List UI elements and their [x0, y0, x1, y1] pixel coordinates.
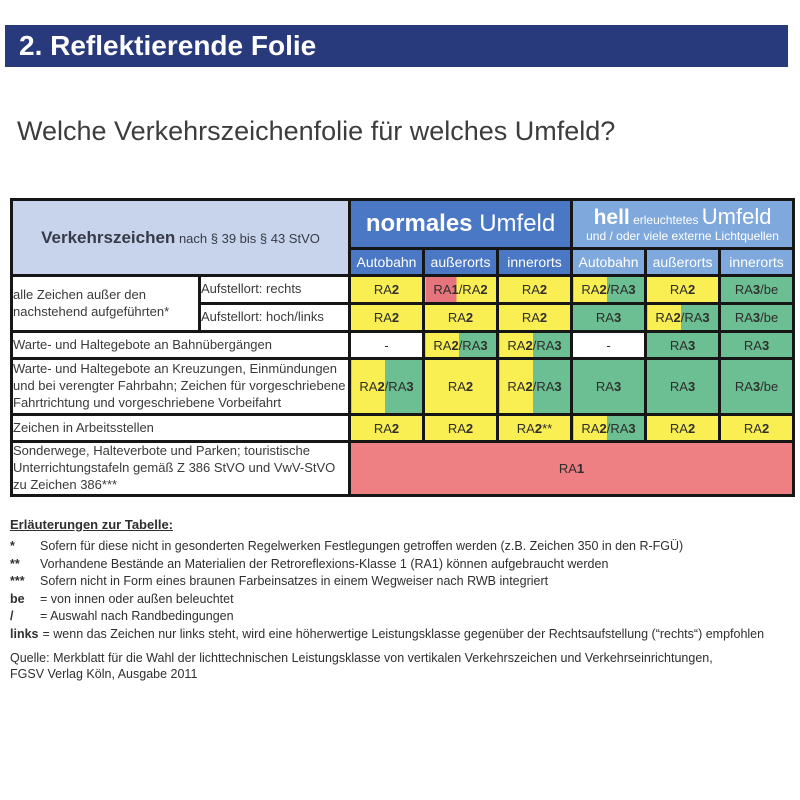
table-row-kreuzungen — [12, 359, 794, 415]
column-header-ausserorts-hell: außerorts — [646, 249, 720, 276]
footnote-marker: / — [10, 609, 14, 623]
ra-cell: RA2/RA3 — [498, 332, 572, 359]
slide-title: 2. Reflektierende Folie — [19, 30, 317, 61]
table-row-alle-zeichen-rechts — [12, 276, 794, 304]
ra-cell: RA2/RA3 — [350, 359, 424, 415]
hell-bold: hell — [593, 205, 630, 229]
ra-cell: RA3/be — [720, 276, 794, 304]
row-label-bahnuebergaenge: Warte- und Haltegebote an Bahnübergängen — [12, 332, 350, 359]
footnote-text: Sofern für diese nicht in gesonderten Regelwerken Festlegungen getroffen werden (z.B. Zeichen 350 in den R-FGÜ) — [40, 539, 684, 553]
row-label-alle-zeichen: alle Zeichen außer den nachstehend aufgeführten* — [12, 276, 200, 332]
row-sublabel-rechts: Aufstellort: rechts — [200, 276, 350, 304]
table-row-bahnuebergaenge — [12, 332, 794, 359]
footnote-text: = von innen oder außen beleuchtet — [40, 591, 234, 606]
footnote-3stars — [10, 573, 790, 591]
normales-rest: Umfeld — [472, 210, 556, 237]
ra-cell: - — [350, 332, 424, 359]
corner-header-rest: nach § 39 bis § 43 StVO — [175, 230, 320, 246]
ra-cell: RA2 — [646, 276, 720, 304]
ra-cell: RA2 — [350, 415, 424, 442]
ra-cell: RA2 — [424, 304, 498, 332]
source-line-1: Quelle: Merkblatt für die Wahl der lichttechnischen Leistungsklasse von vertikalen Verkehrszeichen und Verkehrseinrichtungen, — [10, 651, 713, 665]
column-header-autobahn-normal: Autobahn — [350, 249, 424, 276]
ra-cell: RA2/RA3 — [498, 359, 572, 415]
ra-cell: RA2/RA3 — [572, 276, 646, 304]
ra-cell: RA2/RA3 — [646, 304, 720, 332]
footnote-text: = Auswahl nach Randbedingungen — [40, 609, 234, 623]
table-row-sonderwege — [12, 442, 794, 496]
hell-big: Umfeld — [701, 203, 772, 229]
column-header-innerorts-normal: innerorts — [498, 249, 572, 276]
footnote-marker: *** — [10, 574, 25, 588]
ra-cell: RA3 — [572, 359, 646, 415]
ra-cell: RA3 — [646, 332, 720, 359]
column-header-ausserorts-normal: außerorts — [424, 249, 498, 276]
footnote-text: Vorhandene Bestände an Materialien der Retroreflexions-Klasse 1 (RA1) können aufgebraucht werden — [40, 556, 609, 571]
footnote-marker: ** — [10, 556, 20, 571]
ra-cell: RA2 — [720, 415, 794, 442]
footnote-text: = wenn das Zeichen nur links steht, wird eine höherwertige Leistungsklasse gegenüber der Rechtsaufstellung (“rechts“) empfohlen — [42, 626, 765, 641]
hell-small: erleuchtetes — [629, 212, 702, 227]
ra-cell: RA2 — [424, 359, 498, 415]
footnote-marker: * — [10, 539, 15, 553]
row-label-kreuzungen: Warte- und Haltegebote an Kreuzungen, Einmündungen und bei verengter Fahrbahn; Zeichen für vorgeschriebene Fahrtrichtung und vorgeschriebene Vorbeifahrt — [12, 359, 350, 415]
footnote-be — [10, 591, 790, 609]
column-header-innerorts-hell: innerorts — [720, 249, 794, 276]
row-label-arbeitsstellen: Zeichen in Arbeitsstellen — [12, 415, 350, 442]
footnote-star — [10, 538, 790, 556]
group-header-hell-umfeld — [572, 200, 794, 249]
group-header-normales-umfeld — [350, 200, 572, 249]
slide-title-bar — [5, 25, 788, 67]
ra-cell: RA3/be — [720, 359, 794, 415]
ra-cell: RA2 — [498, 276, 572, 304]
page-subtitle: Welche Verkehrszeichenfolie für welches Umfeld? — [17, 116, 616, 146]
row-label-sonderwege: Sonderwege, Halteverbote und Parken; touristische Unterrichtungstafeln gemäß Z 386 StVO und VwV-StVO zu Zeichen 386*** — [12, 442, 350, 496]
ra-cell: RA2 — [350, 276, 424, 304]
ra-cell: RA2 — [350, 304, 424, 332]
ra-cell: RA2/RA3 — [424, 332, 498, 359]
source-reference — [10, 650, 790, 683]
row-sublabel-hochlinks: Aufstellort: hoch/links — [200, 304, 350, 332]
table-row-arbeitsstellen — [12, 415, 794, 442]
ra-cell: RA3/be — [720, 304, 794, 332]
footnote-marker: links — [10, 626, 39, 641]
footnote-links — [10, 626, 790, 644]
hell-subline: und / oder viele externe Lichtquellen — [586, 229, 779, 243]
ra-cell: RA3 — [572, 304, 646, 332]
column-header-autobahn-hell: Autobahn — [572, 249, 646, 276]
ra-cell: - — [572, 332, 646, 359]
corner-header-verkehrszeichen — [12, 200, 350, 276]
footnote-text: Sofern nicht in Form eines braunen Farbeinsatzes in einem Wegweiser nach RWB integriert — [40, 574, 549, 588]
ra-cell: RA3 — [646, 359, 720, 415]
foil-selection-table — [10, 198, 795, 497]
source-line-2: FGSV Verlag Köln, Ausgabe 2011 — [10, 667, 198, 682]
ra-cell: RA2 — [646, 415, 720, 442]
normales-bold: normales — [365, 210, 473, 237]
footnote-marker: be — [10, 591, 25, 606]
footnote-2stars — [10, 556, 790, 574]
footnotes-title: Erläuterungen zur Tabelle: — [10, 517, 174, 532]
footnotes-block — [10, 517, 790, 643]
corner-header-bold: Verkehrszeichen — [41, 227, 176, 247]
ra-cell: RA2/RA3 — [572, 415, 646, 442]
footnote-slash — [10, 608, 790, 626]
ra-cell: RA3 — [720, 332, 794, 359]
ra-cell: RA2** — [498, 415, 572, 442]
ra-span-cell: RA1 — [350, 442, 794, 496]
ra-cell: RA2 — [498, 304, 572, 332]
ra-cell: RA1/RA2 — [424, 276, 498, 304]
ra-cell: RA2 — [424, 415, 498, 442]
